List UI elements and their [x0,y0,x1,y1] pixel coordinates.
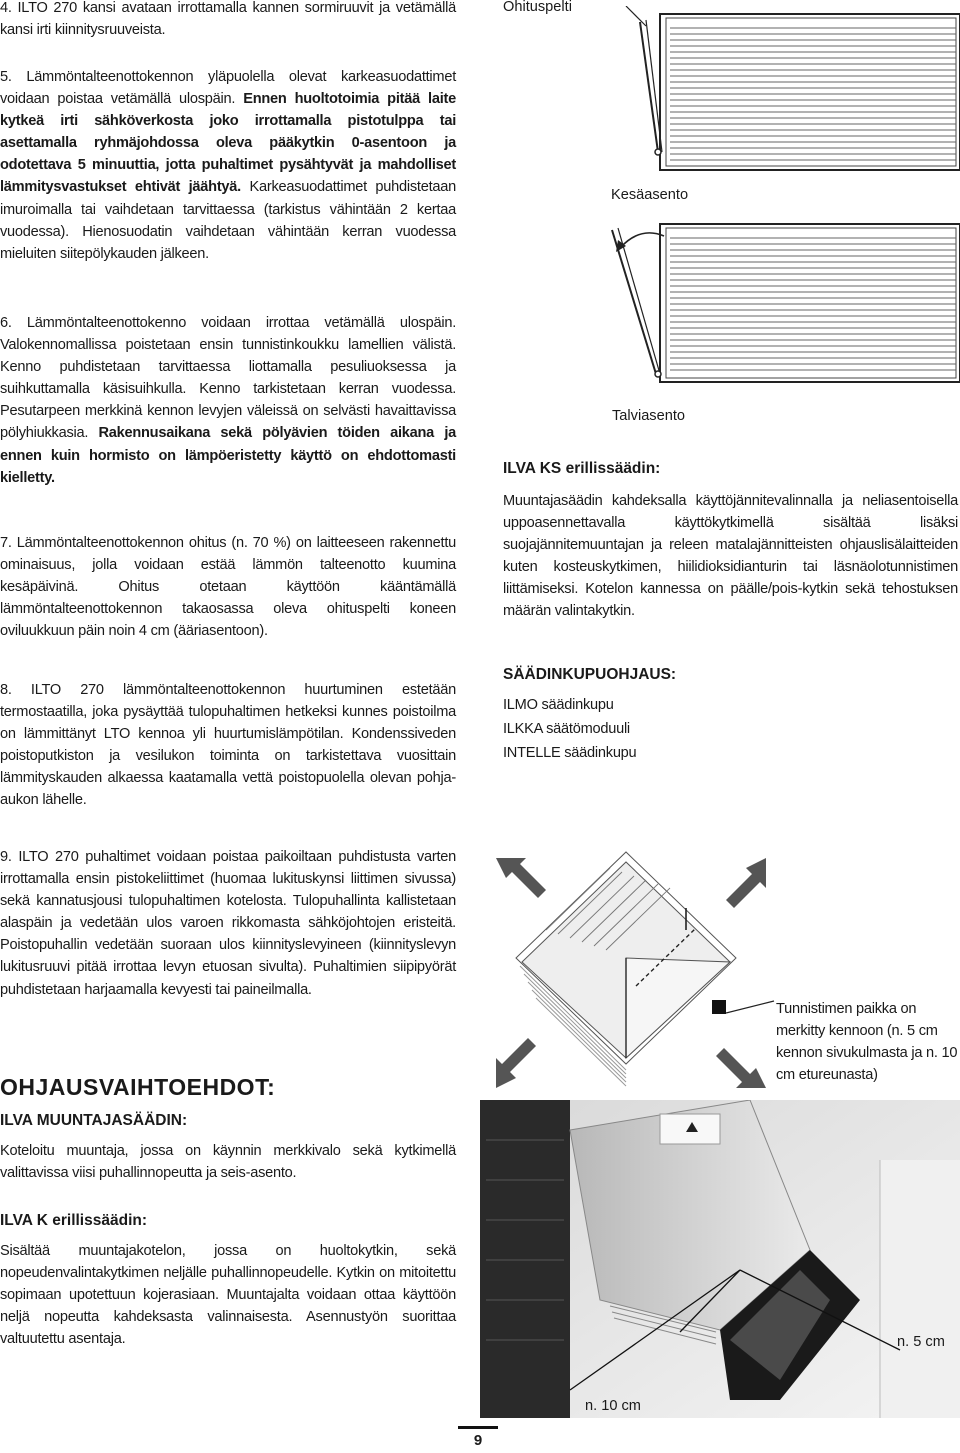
saadinkupu-item-ilkka: ILKKA säätömoduuli [503,721,630,737]
ilva-muuntajasaadin-text: Koteloitu muuntaja, jossa on käynnin merkkivalo sekä kytkimellä valittavissa viisi puhallinnopeutta ja seis-asento. [0,1143,456,1182]
n5cm-label: n. 5 cm [897,1334,945,1350]
ohjausvaihtoehdot-heading: OHJAUSVAIHTOEHDOT: [0,1074,276,1100]
paragraph-6-text: 6. Lämmöntalteenottokenno voidaan irrottaa vetämällä ulospäin. Valokennomallissa poistetaan ensin tunnistinkoukku lamellien välistä. Kenno puhdistetaan tarvittaessa liottamalla pesuliuoksessa ja suihkuttamalla käsisuihkulla. Kenno tarkistetaan kerran vuodessa. Pesutarpeen merkkinä kennon levyjen väleissä on selvästi havaittavissa pölyhiukkasia. [0,315,456,442]
unit-corner-photo [480,1100,960,1418]
heat-exchanger-cell-diagram [486,838,776,1098]
page-number: 9 [473,1432,483,1449]
saadinkupu-item-ilmo: ILMO säädinkupu [503,697,614,713]
talviasento-label: Talviasento [612,408,686,424]
ilva-k-heading: ILVA K erillissäädin: [0,1212,148,1229]
ilva-ks-text: Muuntajasäädin kahdeksalla käyttöjännitevalinnalla ja neliasentoisella uppoasennettavalla käyttökytkimellä sisältää lisäksi suojajännitemuuntajan ja releen matalajännitteisten ohjauslisälaitteiden kuten kosteuskytkimen, hiilidioksidianturin tai läsnäolotunnistimen liittämiseksi. Kotelon kannessa on päälle/pois-kytkin sekä tehostuksen määrän valintakytkin. [503,493,958,620]
paragraph-5 [0,66,456,265]
paragraph-5-filters: Karkeasuodattimet puhdistetaan imuroimalla tai vaihdetaan tarvittaessa (tarkistus vähintään 2 kertaa vuodessa). Hienosuodatin vaihdetaan vähintään kerran vuodessa mieluiten siitepölykauden jälkeen. [0,179,456,262]
saadinkupuohjaus-heading: SÄÄDINKUPUOHJAUS: [503,666,677,683]
winter-position-diagram [600,210,960,385]
paragraph-6 [0,312,456,489]
summer-position-diagram [600,6,960,174]
n10cm-label: n. 10 cm [585,1398,641,1414]
paragraph-5-warning: Ennen huoltotoimia pitää laite kytkeä irti sähköverkosta joko irrottamalla pistotulppa tai asettamalla ryhmäjohdossa oleva pääkytkin 0-asentoon ja odotettava 5 minuuttia, jotta puhaltimet pysähtyvät ja mahdolliset lämmitysvastukset ehtivät jäähtyä. [0,91,456,196]
sensor-note: Tunnistimen paikka on merkitty kennoon (n. 5 cm kennon sivukulmasta ja n. 10 cm etureunasta) [776,1001,958,1084]
paragraph-9: 9. ILTO 270 puhaltimet voidaan poistaa paikoiltaan puhdistusta varten irrottamalla ensin pistokeliittimet (huomaa lukituskynsi liittimen sivussa) sekä kannatusjousi tulopuhaltimen kotelosta. Tulopuhallinta kallistetaan alaspäin ja vedetään ulos varoen rikkomasta sähköjohtojen eristeitä. Poistopuhallin vedetään suoraan ulos kiinnityslevyineen (kiinnityslevyn lukitusruuvi pitää irrottaa levyn etuosan sivulta). Puhaltimien siipipyörät puhdistetaan harjaamalla kevyesti tai paineilmalla. [0,849,456,998]
paragraph-8: 8. ILTO 270 lämmöntalteenottokennon huurtuminen estetään termostaatilla, joka pysäyttää tulopuhaltimen hetkeksi kunnes poistoilma on lämmittänyt LTO kennoa yli huurtumislämpötilan. Kondenssiveden poistoputkiston ja vesilukon toiminta on tarkistettava vuosittain lämmityskauden alkaessa kaatamalla vettä poistopuolella olevan pohja-aukon lähelle. [0,682,456,809]
page-number-rule [458,1426,498,1429]
paragraph-7: 7. Lämmöntalteenottokennon ohitus (n. 70 %) on laitteeseen rakennettu ominaisuus, jolla voidaan estää lämmön talteenotto kuumina kesäpäivinä. Ohitus otetaan käyttöön kääntämällä lämmöntalteenottokennon takaosassa oleva ohituspelti koneen oviluukkuun päin noin 4 cm (ääriasentoon). [0,535,456,640]
ilva-ks-heading: ILVA KS erillissäädin: [503,460,661,477]
ohituspelti-label: Ohituspelti [503,0,572,15]
paragraph-4: 4. ILTO 270 kansi avataan irrottamalla kannen sormiruuvit ja vetämällä kansi irti kiinnitysruuveista. [0,0,456,39]
paragraph-5-intro: 5. Lämmöntalteenottokennon yläpuolella olevat karkeasuodattimet voidaan poistaa vetämällä ulospäin. [0,69,456,108]
ilva-k-text: Sisältää muuntajakotelon, jossa on huoltokytkin, sekä nopeudenvalintakytkimen neljälle puhallinnopeudelle. Kytkin on mitoitettu sopimaan upotettuun kojerasiaan. Muuntajalta voidaan ottaa käyttöön neljä nopeutta kahdeksasta valinnaisesta. Asennustyön suorittaa valtuutettu asentaja. [0,1243,456,1348]
kesaasento-label: Kesäasento [611,187,689,203]
ilva-muuntajasaadin-heading: ILVA MUUNTAJASÄÄDIN: [0,1112,188,1129]
saadinkupu-item-intelle: INTELLE säädinkupu [503,745,637,761]
paragraph-6-warning: Rakennusaikana sekä pölyävien töiden aikana ja ennen kuin hormisto on lämpöeristetty käyttö on ehdottomasti kielletty. [0,425,456,486]
